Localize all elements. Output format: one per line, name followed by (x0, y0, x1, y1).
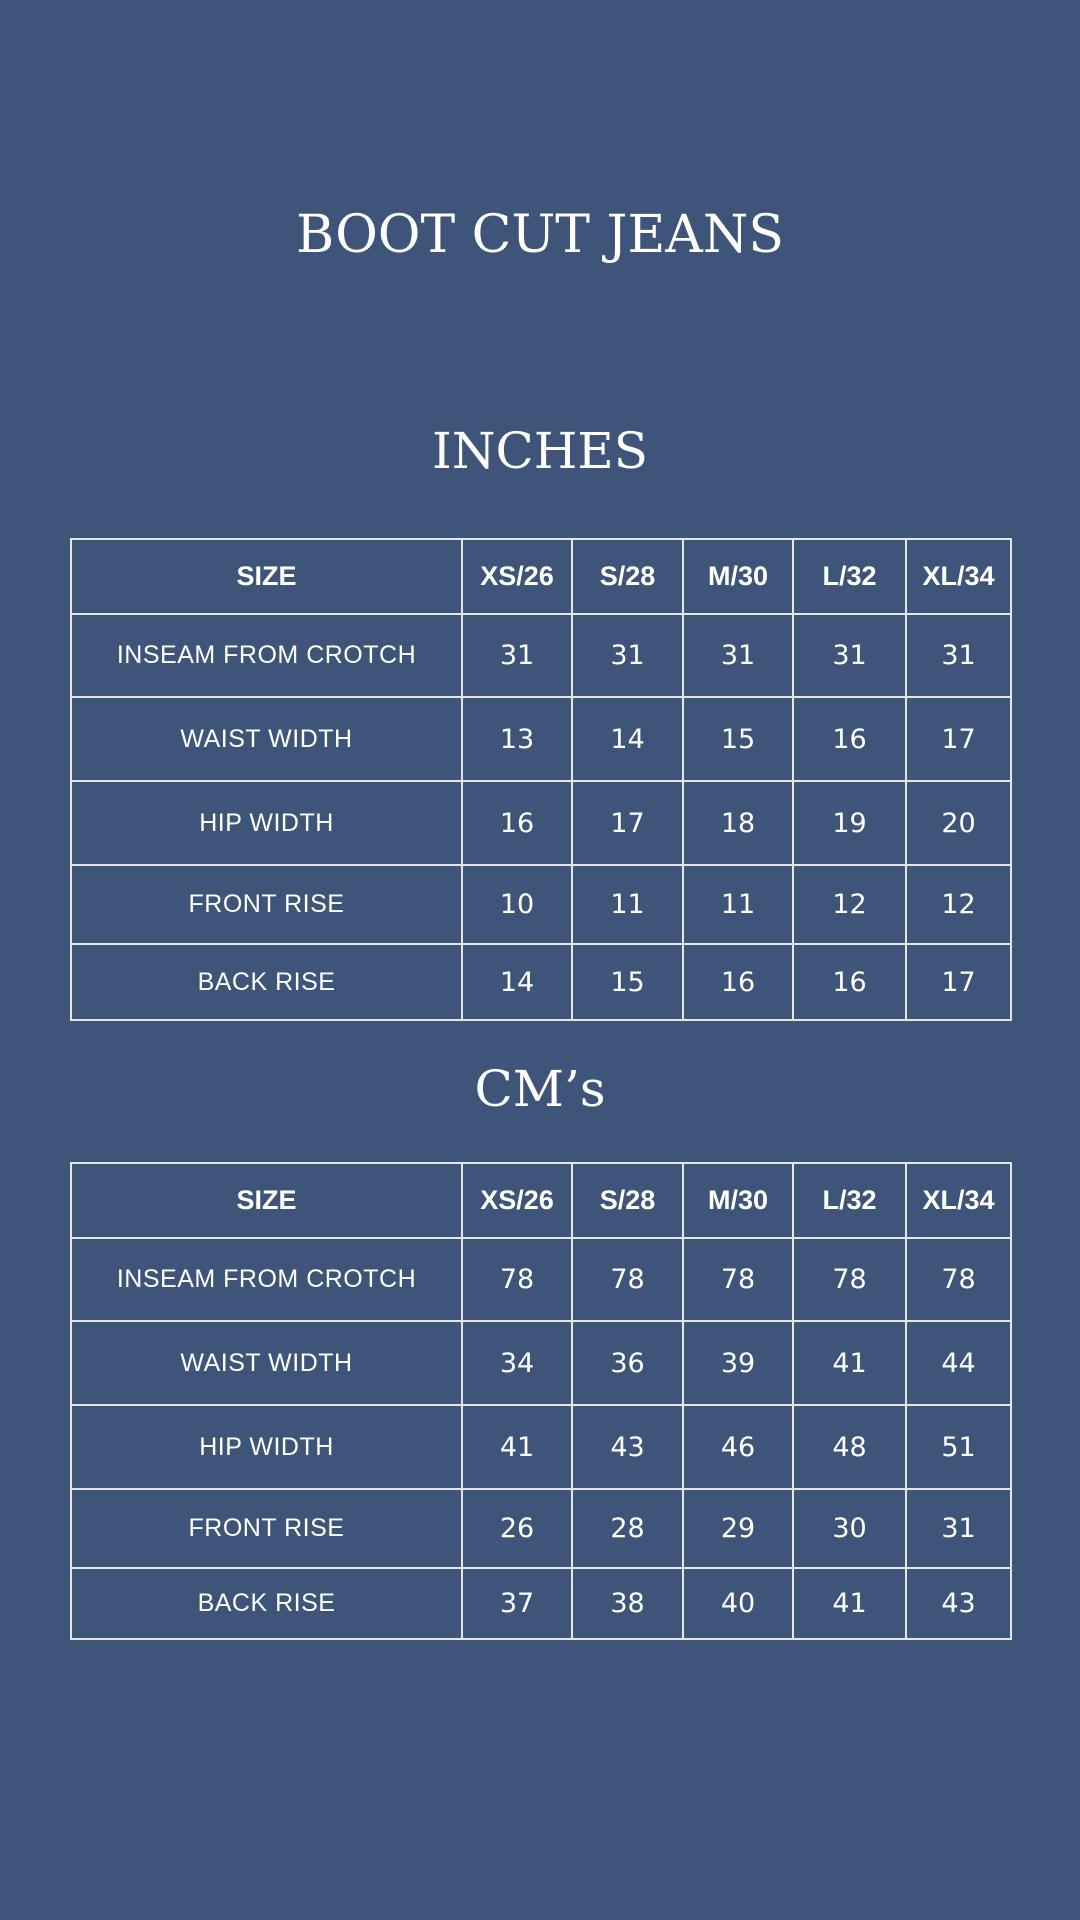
table-cell: 12 (793, 865, 906, 944)
table-cell: 51 (906, 1405, 1011, 1489)
table-header-row (71, 539, 1011, 614)
table-cell: 17 (906, 697, 1011, 781)
table-cell: 31 (906, 614, 1011, 697)
table-cell: 10 (462, 865, 572, 944)
table-cell: 34 (462, 1321, 572, 1405)
page-title: BOOT CUT JEANS (296, 205, 784, 265)
table-row (71, 944, 1011, 1020)
table-cell: 16 (462, 781, 572, 865)
row-label: FRONT RISE (71, 865, 462, 944)
cms-section-heading: CM’s (474, 1060, 606, 1118)
inches-section-heading: INCHES (431, 422, 649, 480)
table-cell: 16 (793, 697, 906, 781)
row-label: WAIST WIDTH (71, 1321, 462, 1405)
table-cell: 31 (793, 614, 906, 697)
table-row (71, 1238, 1011, 1321)
column-header-l32: L/32 (793, 1163, 906, 1238)
table-cell: 78 (793, 1238, 906, 1321)
column-header-xl34: XL/34 (906, 1163, 1011, 1238)
column-header-s28: S/28 (572, 1163, 683, 1238)
table-cell: 11 (683, 865, 793, 944)
row-label: INSEAM FROM CROTCH (71, 1238, 462, 1321)
row-label: FRONT RISE (71, 1489, 462, 1568)
column-header-xl34: XL/34 (906, 539, 1011, 614)
table-cell: 37 (462, 1568, 572, 1639)
table-cell: 11 (572, 865, 683, 944)
table-cell: 29 (683, 1489, 793, 1568)
table-cell: 16 (793, 944, 906, 1020)
size-column-header: SIZE (71, 539, 462, 614)
table-row (71, 865, 1011, 944)
table-row (71, 697, 1011, 781)
size-column-header: SIZE (71, 1163, 462, 1238)
table-cell: 41 (793, 1321, 906, 1405)
table-row (71, 1321, 1011, 1405)
table-cell: 17 (906, 944, 1011, 1020)
table-cell: 78 (462, 1238, 572, 1321)
table-cell: 31 (462, 614, 572, 697)
table-cell: 28 (572, 1489, 683, 1568)
table-cell: 18 (683, 781, 793, 865)
table-cell: 31 (572, 614, 683, 697)
row-label: HIP WIDTH (71, 1405, 462, 1489)
table-cell: 78 (683, 1238, 793, 1321)
table-row (71, 781, 1011, 865)
table-cell: 36 (572, 1321, 683, 1405)
table-cell: 48 (793, 1405, 906, 1489)
table-cell: 78 (572, 1238, 683, 1321)
column-header-s28: S/28 (572, 539, 683, 614)
table-cell: 16 (683, 944, 793, 1020)
row-label: INSEAM FROM CROTCH (71, 614, 462, 697)
table-cell: 14 (572, 697, 683, 781)
row-label: HIP WIDTH (71, 781, 462, 865)
inches-size-table (70, 538, 1012, 1021)
table-cell: 31 (906, 1489, 1011, 1568)
table-cell: 46 (683, 1405, 793, 1489)
table-row (71, 614, 1011, 697)
table-cell: 44 (906, 1321, 1011, 1405)
table-cell: 12 (906, 865, 1011, 944)
table-cell: 15 (683, 697, 793, 781)
row-label: WAIST WIDTH (71, 697, 462, 781)
column-header-xs26: XS/26 (462, 1163, 572, 1238)
column-header-m30: M/30 (683, 539, 793, 614)
cms-size-table (70, 1162, 1012, 1640)
table-cell: 17 (572, 781, 683, 865)
column-header-l32: L/32 (793, 539, 906, 614)
table-row (71, 1489, 1011, 1568)
table-cell: 38 (572, 1568, 683, 1639)
table-cell: 14 (462, 944, 572, 1020)
table-cell: 41 (462, 1405, 572, 1489)
table-cell: 43 (906, 1568, 1011, 1639)
table-cell: 43 (572, 1405, 683, 1489)
row-label: BACK RISE (71, 944, 462, 1020)
table-row (71, 1405, 1011, 1489)
column-header-xs26: XS/26 (462, 539, 572, 614)
table-cell: 26 (462, 1489, 572, 1568)
table-cell: 40 (683, 1568, 793, 1639)
table-cell: 41 (793, 1568, 906, 1639)
table-cell: 39 (683, 1321, 793, 1405)
column-header-m30: M/30 (683, 1163, 793, 1238)
table-cell: 20 (906, 781, 1011, 865)
table-cell: 19 (793, 781, 906, 865)
table-row (71, 1568, 1011, 1639)
table-cell: 78 (906, 1238, 1011, 1321)
table-cell: 30 (793, 1489, 906, 1568)
table-cell: 13 (462, 697, 572, 781)
row-label: BACK RISE (71, 1568, 462, 1639)
table-header-row (71, 1163, 1011, 1238)
table-cell: 31 (683, 614, 793, 697)
table-cell: 15 (572, 944, 683, 1020)
